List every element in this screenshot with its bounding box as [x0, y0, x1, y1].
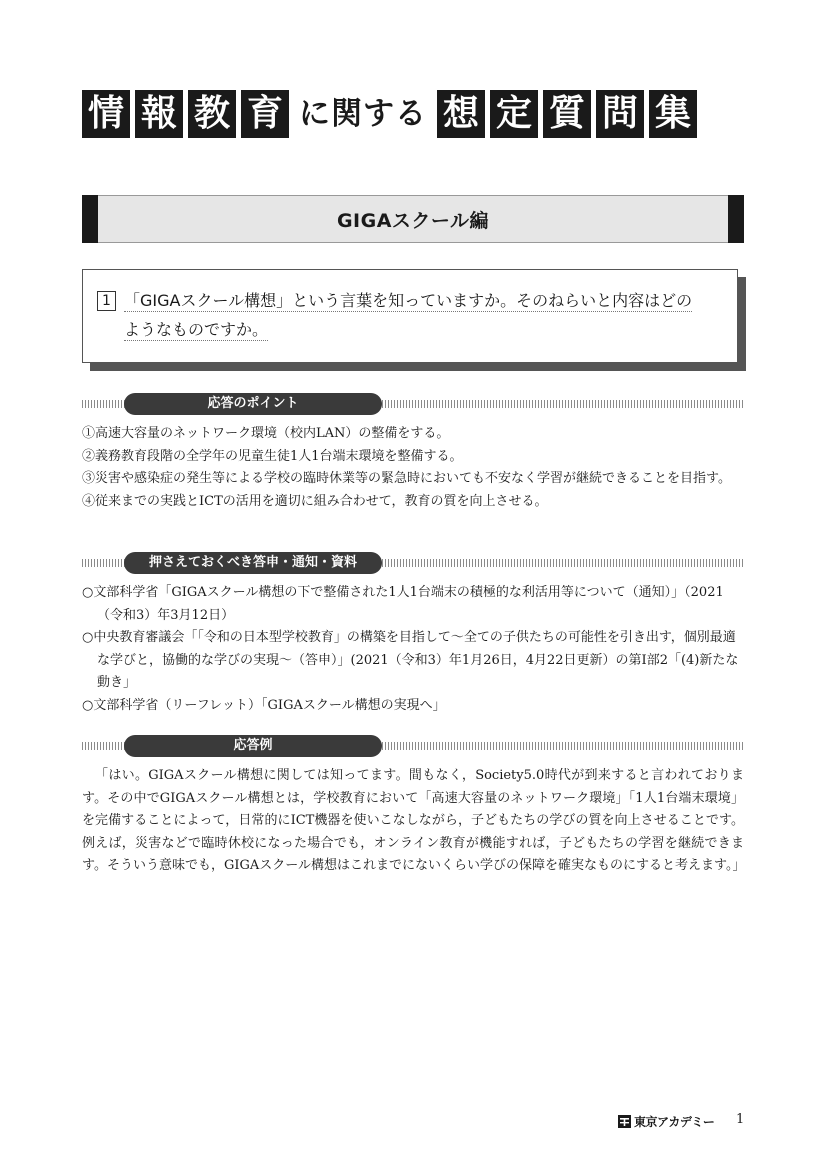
- references-heading: 押さえておくべき答申・通知・資料: [124, 552, 382, 574]
- title-char: 集: [649, 90, 697, 138]
- points-section-header: [82, 393, 744, 415]
- list-item: ①高速大容量のネットワーク環境（校内LAN）の整備をする。: [82, 426, 450, 441]
- list-item: ○文部科学省「GIGAスクール構想の下で整備された1人1台端末の積極的な利活用等について（通知）」（2021（令和3）年3月12日）: [82, 585, 724, 623]
- publisher-name: 東京アカデミー: [634, 1115, 715, 1129]
- list-item: ②義務教育段階の全学年の児童生徒1人1台端末環境を整備する。: [82, 448, 463, 464]
- title-char: 報: [135, 90, 183, 138]
- title-char: 定: [490, 90, 538, 138]
- publisher-logo-icon: [618, 1115, 631, 1128]
- references-section-header: [82, 552, 744, 574]
- section-banner-title: GIGAスクール編: [336, 209, 490, 232]
- title-char: 情: [82, 90, 130, 138]
- answer-section-header: [82, 735, 744, 757]
- answer-example: [82, 765, 744, 878]
- answer-text: 「はい。GIGAスクール構想に関しては知ってます。間もなく，Society5.0時代が到来すると言われております。その中でGIGAスクール構想とは，学校教育において「高速大容量のネットワーク環境」「1人1台端末環境」を完備することによって，日常的にICT機器を使いこなしながら，子どもたちの学びの質を向上させることです。例えば，災害などで臨時休校になった場合でも，オンライン教育が機能すれば，子どもたちの学習を継続できます。そういう意味でも，GIGAスクール構想はこれまでにないくらい学びの保障を確実なものにすると考えます。」: [82, 768, 746, 873]
- title-char: 教: [188, 90, 236, 138]
- list-item: ○文部科学省（リーフレット）「GIGAスクール構想の実現へ」: [82, 697, 446, 713]
- points-list: [82, 423, 744, 513]
- page-title: [82, 90, 702, 138]
- question-text-2: ようなものですか。: [124, 320, 269, 339]
- title-char: 問: [596, 90, 644, 138]
- banner-bar-right: [728, 195, 744, 243]
- title-char: 質: [543, 90, 591, 138]
- title-char: 育: [241, 90, 289, 138]
- answer-heading: 応答例: [124, 735, 382, 757]
- references-list: [82, 582, 744, 717]
- banner-bar-left: [82, 195, 98, 243]
- question-line-2: [97, 315, 719, 344]
- title-connector: に関する: [299, 95, 427, 132]
- footer-publisher: [618, 1113, 714, 1130]
- question-number: 1: [97, 291, 116, 311]
- question-box: [82, 269, 738, 363]
- list-item: ○中央教育審議会「「令和の日本型学校教育」の構築を目指して～全ての子供たちの可能性を引き出す，個別最適な学びと，協働的な学びの実現～（答申）」(2021（令和3）年1月26日，4月22日更新）の第Ⅰ部2「(4)新たな動き」: [82, 630, 739, 690]
- page-number: 1: [736, 1112, 745, 1127]
- question-text-1: 「GIGAスクール構想」という言葉を知っていますか。そのねらいと内容はどの: [124, 291, 693, 310]
- question-line-1: [97, 286, 719, 315]
- title-char: 想: [437, 90, 485, 138]
- section-banner: [82, 195, 744, 243]
- points-heading: 応答のポイント: [124, 393, 382, 415]
- list-item: ④従来までの実践とICTの活用を適切に組み合わせて，教育の質を向上させる。: [82, 493, 548, 509]
- list-item: ③災害や感染症の発生等による学校の臨時休業等の緊急時においても不安なく学習が継続できることを目指す。: [82, 471, 731, 486]
